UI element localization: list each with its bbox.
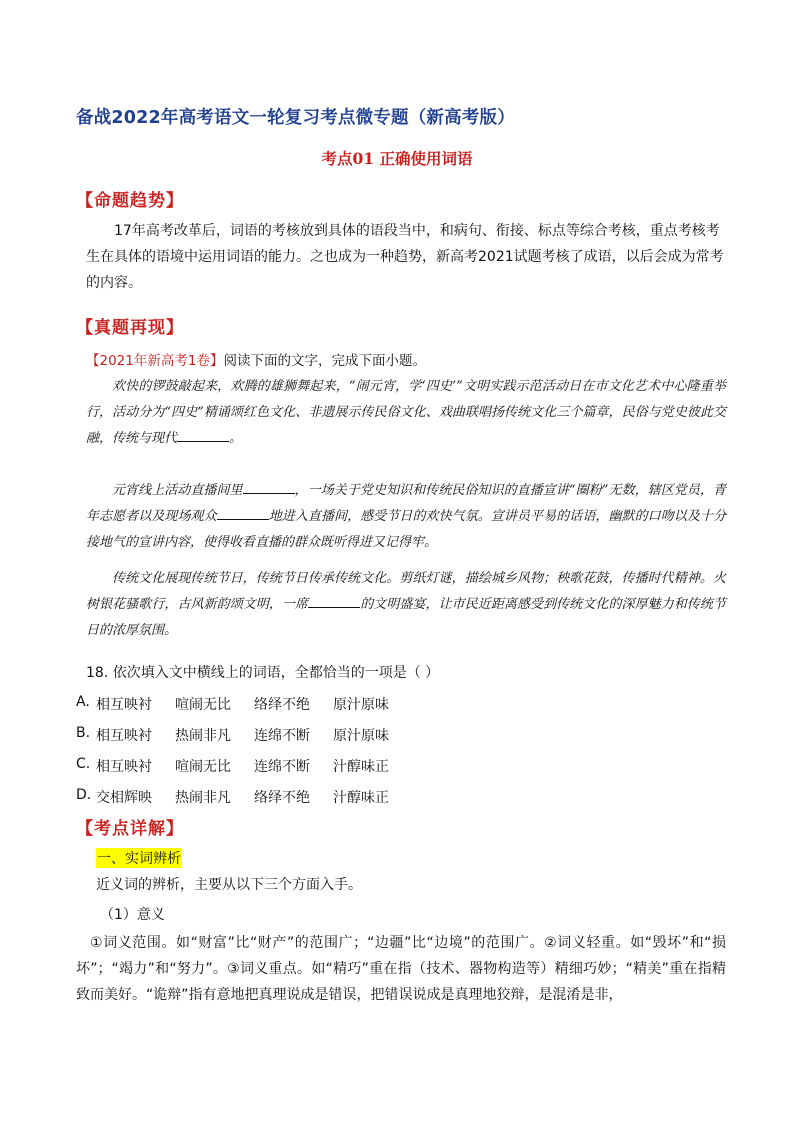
option-label: B.: [76, 725, 91, 741]
passage-paragraph-2: [86, 478, 726, 556]
blank-line: [177, 427, 229, 442]
trend-paragraph: 17年高考改革后，词语的考核放到具体的语段当中，和病句、衔接、标点等综合考核，重点考核考生在具体的语境中运用词语的能力。之也成为一种趋势，新高考2021试题考核了成语，以后会成为常考的内容。: [86, 223, 724, 291]
option-word: 喧闹无比: [175, 697, 231, 713]
detail-paragraph: ①词义范围。如“财富”比“财产”的范围广；“边疆”比“边境”的范围广。②词义轻重。如“毁坏”和“损坏”；“竭力”和“努力”。③词义重点。如“精巧”重在指（技术、器物构造等）精细巧妙；“精美”重在指精致而美好。“诡辩”指有意地把真理说成是错误，把错误说成是真理地狡辩，是混淆是非，: [76, 935, 726, 1003]
option-word: 热闹非凡: [175, 790, 231, 806]
option-word: 相互映衬: [96, 728, 152, 744]
option-word: 汁醇味正: [333, 790, 389, 806]
exam-source: [86, 349, 426, 369]
detail-subheading: （1）意义: [100, 907, 165, 923]
highlighted-subheading: 一、实词辨析: [96, 848, 182, 868]
option-word: 络绎不绝: [254, 697, 310, 713]
question-stem: 18. 依次填入文中横线上的词语，全都恰当的一项是（ ）: [86, 665, 440, 681]
option-word: 原汁原味: [333, 728, 389, 744]
option-word: 热闹非凡: [175, 728, 231, 744]
option-word: 汁醇味正: [333, 759, 389, 775]
passage-text: 的文明盛宴，让市民近距离感受到传统文化的深厚魅力和传统节日的浓厚氛围。: [86, 597, 726, 638]
passage-text: 传统文化展现传统节日，传统节日传承传统文化。剪纸灯谜，描绘城乡风物；秧歌花鼓，传播时代精神。火树银花骚歌行，古风新韵颂文明，一席: [86, 571, 726, 612]
exam-source-text: 阅读下面的文字，完成下面小题。: [223, 353, 426, 369]
document-subtitle: [0, 147, 794, 169]
option-word: 原汁原味: [333, 697, 389, 713]
exam-source-tag: 【2021年新高考1卷】: [86, 353, 224, 369]
passage-paragraph-1: [86, 374, 726, 452]
option-label: D.: [76, 787, 92, 803]
option-word: 连绵不断: [254, 728, 310, 744]
option-b: [76, 725, 412, 745]
option-word: 喧闹无比: [175, 759, 231, 775]
blank-line: [308, 593, 360, 608]
option-word: 连绵不断: [254, 759, 310, 775]
option-label: C.: [76, 756, 91, 772]
section-heading-trend: 【命题趋势】: [76, 191, 184, 211]
passage-text: 元宵线上活动直播间里: [112, 483, 243, 498]
section-heading-detail: 【考点详解】: [76, 819, 184, 839]
option-a: [76, 694, 412, 714]
blank-line: [217, 505, 269, 520]
document-title: 备战2022年高考语文一轮复习考点微专题（新高考版）: [76, 108, 515, 128]
section-heading-real: 【真题再现】: [76, 318, 184, 338]
option-word: 络绎不绝: [254, 790, 310, 806]
option-c: [76, 756, 412, 776]
blank-line: [243, 479, 295, 494]
passage-text: 地进入直播间，感受节日的欢快气氛。宣讲员平易的话语，幽默的口吻以及十分接地气的宣讲内容，使得收看直播的群众既听得进又记得牢。: [86, 509, 726, 550]
option-label: A.: [76, 694, 90, 710]
passage-paragraph-3: [86, 566, 726, 644]
option-word: 相互映衬: [96, 759, 152, 775]
option-word: 交相辉映: [96, 790, 152, 806]
subtitle-text: 考点01 正确使用词语: [321, 149, 473, 168]
detail-intro: 近义词的辨析，主要从以下三个方面入手。: [96, 877, 362, 893]
passage-text: 欢快的锣鼓敲起来，欢腾的雄狮舞起来，“闹元宵，学‘四史’”文明实践示范活动日在市文化艺术中心隆重举行，活动分为“四史”精诵颂红色文化、非遗展示传民俗文化、戏曲联唱扬传统文化三个篇章，民俗与党史彼此交融，传统与现代: [86, 379, 726, 446]
passage-text: 。: [229, 431, 243, 446]
option-d: [76, 787, 412, 807]
option-word: 相互映衬: [96, 697, 152, 713]
passage-text: ，一场关于党史知识和传统民俗知识的直播宣讲“圈粉”无数，辖区党员，青年志愿者以及现场观众: [86, 483, 726, 524]
